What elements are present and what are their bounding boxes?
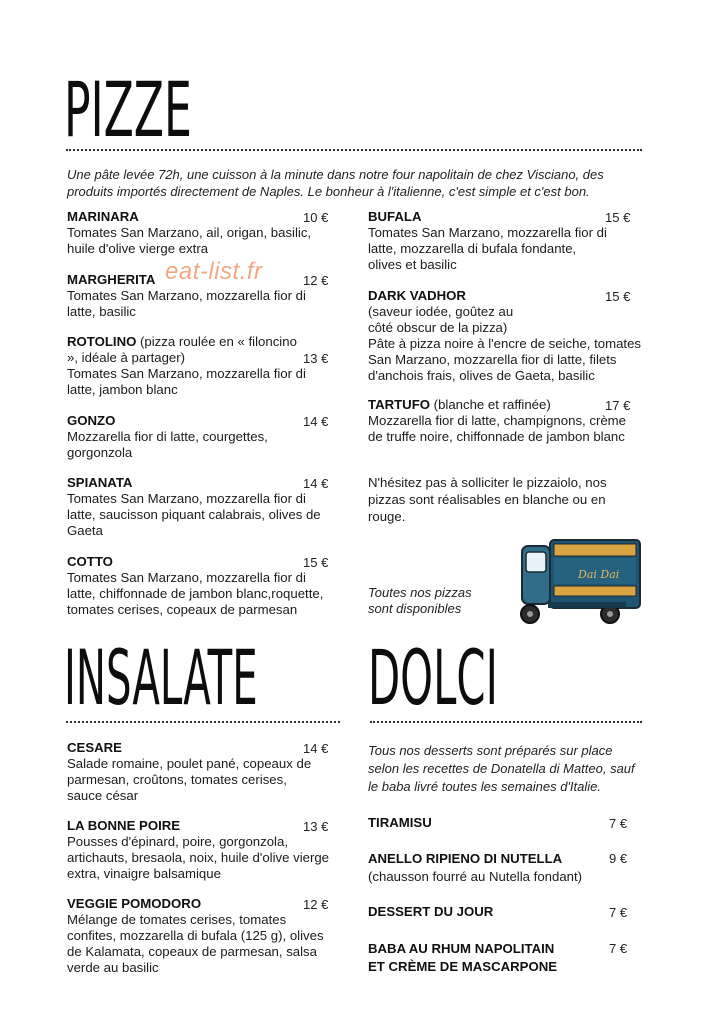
pizza-description: Tomates San Marzano, mozzarella fior di latte, chiffonnade de jambon blanc,roquette, tomates cerises, copeaux de parmesan	[67, 570, 324, 617]
pizza-description: Mozzarella fior di latte, courgettes, gorgonzola	[67, 429, 268, 460]
pizza-item-rotolino	[67, 334, 307, 398]
dessert-item-tiramisu	[368, 815, 598, 831]
dessert-item-du-jour	[368, 904, 598, 920]
insalate-divider	[66, 721, 340, 723]
salad-item-cesare	[67, 740, 317, 804]
pizza-description: Tomates San Marzano, mozzarella fior di latte, basilic	[67, 288, 306, 319]
watermark: eat-list.fr	[165, 258, 263, 285]
pizza-name: MARGHERITA	[67, 272, 156, 287]
salad-price: 12 €	[303, 897, 329, 912]
salad-item-la-bonne-poire	[67, 818, 337, 882]
pizza-price: 14 €	[303, 414, 329, 429]
pizza-item-bufala	[368, 209, 608, 273]
salad-description: Pousses d'épinard, poire, gorgonzola, artichauts, bresaola, noix, huile d'olive vierge extra, vinaigre balsamique	[67, 834, 330, 881]
salad-description: Salade romaine, poulet pané, copeaux de parmesan, croûtons, tomates cerises, sauce césar	[67, 756, 312, 803]
pizza-description: Tomates San Marzano, mozzarella fior di latte, mozzarella di bufala fondante, olives et basilic	[368, 225, 607, 272]
truck-sign: Dai Dai	[578, 568, 620, 581]
dessert-item-anello	[368, 850, 608, 886]
salad-name: CESARE	[67, 740, 122, 755]
pizza-description: Pâte à pizza noire à l'encre de seiche, tomates San Marzano, mozzarella fior di latte, filets d'anchois frais, olives de Gaeta, basilic	[368, 336, 642, 383]
dessert-price: 7 €	[609, 816, 628, 831]
salad-name: LA BONNE POIRE	[67, 818, 181, 833]
section-title-insalate: INSALATE	[64, 633, 258, 722]
food-truck-illustration	[510, 532, 645, 632]
pizza-name: BUFALA	[368, 209, 422, 224]
pizza-description: Tomates San Marzano, mozzarella fior di latte, jambon blanc	[67, 366, 306, 397]
pizza-item-cotto	[67, 554, 335, 618]
dessert-price: 9 €	[609, 851, 628, 866]
salad-price: 13 €	[303, 819, 329, 834]
dessert-name: ANELLO RIPIENO DI NUTELLA	[368, 851, 563, 866]
dessert-name: BABA AU RHUM NAPOLITAIN ET CRÈME DE MASCARPONE	[368, 941, 558, 974]
pizza-item-dark-vadhor	[368, 288, 644, 384]
dessert-name: DESSERT DU JOUR	[368, 904, 494, 919]
pizza-price: 15 €	[605, 289, 631, 304]
dolci-title-wrap	[368, 633, 604, 722]
section-title-pizze: PIZZE	[64, 65, 192, 154]
pizzaiolo-note: N'hésitez pas à solliciter le pizzaiolo, nos pizzas sont réalisables en blanche ou en rouge.	[368, 475, 607, 524]
dessert-price: 7 €	[609, 941, 628, 956]
pizza-item-spianata	[67, 475, 332, 539]
pizza-item-marinara	[67, 209, 332, 257]
pizza-price: 14 €	[303, 476, 329, 491]
pizze-divider	[66, 149, 642, 151]
pizza-price: 10 €	[303, 210, 329, 225]
pizza-description: Tomates San Marzano, mozzarella fior di latte, saucisson piquant calabrais, olives de Gaeta	[67, 491, 321, 538]
dolci-intro: Tous nos desserts sont préparés sur place selon les recettes de Donatella di Matteo, sauf le baba livré toutes les semaines d'Italie.	[368, 743, 635, 794]
pizza-price: 13 €	[303, 351, 329, 366]
dessert-item-baba	[368, 940, 558, 976]
pizza-note: (blanche et raffinée)	[430, 397, 551, 412]
pizza-name: SPIANATA	[67, 475, 133, 490]
pizza-item-tartufo	[368, 397, 638, 445]
pizze-title-wrap	[64, 65, 284, 154]
pizza-item-gonzo	[67, 413, 297, 461]
takeaway-note: Toutes nos pizzas sont disponibles	[368, 585, 472, 616]
pizza-name: DARK VADHOR	[368, 288, 466, 303]
pizza-name: GONZO	[67, 413, 116, 428]
dessert-description: (chausson fourré au Nutella fondant)	[368, 869, 583, 884]
pizza-price: 12 €	[303, 273, 329, 288]
dessert-price: 7 €	[609, 905, 628, 920]
salad-price: 14 €	[303, 741, 329, 756]
pizza-description: Tomates San Marzano, ail, origan, basilic, huile d'olive vierge extra	[67, 225, 312, 256]
pizza-name: TARTUFO	[368, 397, 431, 412]
salad-name: VEGGIE POMODORO	[67, 896, 202, 911]
pizza-description: Mozzarella fior di latte, champignons, crème de truffe noire, chiffonnade de jambon blanc	[368, 413, 626, 444]
section-title-dolci: DOLCI	[368, 633, 498, 722]
pizza-price: 15 €	[605, 210, 631, 225]
pizza-name: MARINARA	[67, 209, 139, 224]
dolci-divider	[370, 721, 642, 723]
salad-item-veggie-pomodoro	[67, 896, 332, 976]
dessert-name: TIRAMISU	[368, 815, 432, 830]
pizza-price: 17 €	[605, 398, 631, 413]
pizza-note: (pizza roulée en « filoncino », idéale à partager)	[67, 334, 297, 365]
pizza-price: 15 €	[303, 555, 329, 570]
pizza-name: COTTO	[67, 554, 113, 569]
salad-description: Mélange de tomates cerises, tomates confites, mozzarella di bufala (125 g), olives de Kalamata, copeaux de parmesan, salsa verde au basilic	[67, 912, 324, 975]
pizze-intro: Une pâte levée 72h, une cuisson à la minute dans notre four napolitain de chez Visciano, des produits importés directement de Naples. Le bonheur à l'italienne, c'est simple et c'est bon.	[67, 167, 604, 199]
pizza-name: ROTOLINO	[67, 334, 137, 349]
pizza-subtitle: (saveur iodée, goûtez au côté obscur de la pizza)	[368, 304, 514, 335]
